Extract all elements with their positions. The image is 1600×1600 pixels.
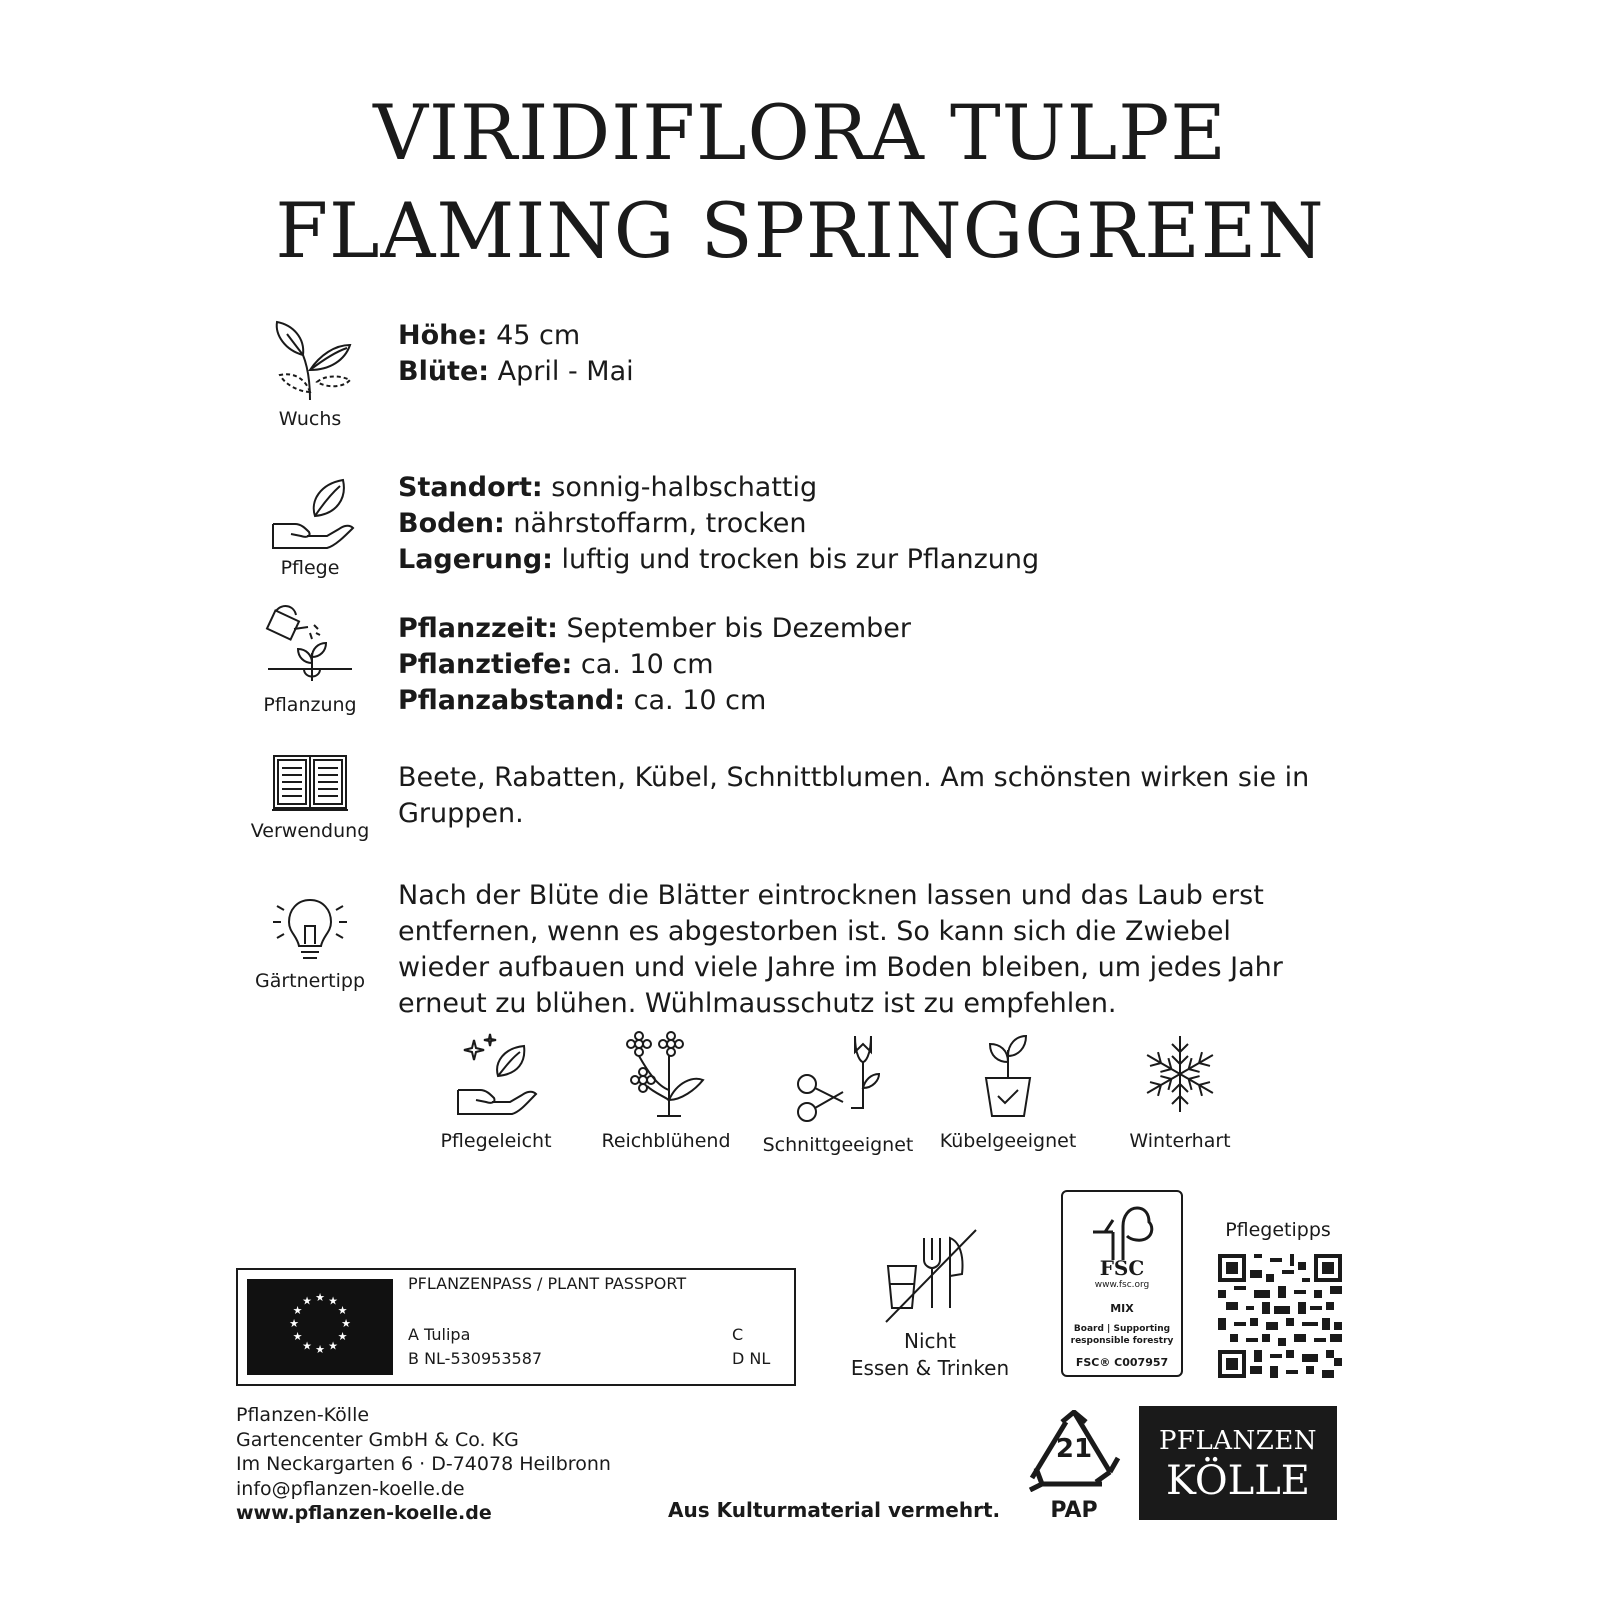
fsc-mix: MIX [1110, 1302, 1134, 1315]
svg-text:★: ★ [337, 1330, 348, 1343]
svg-text:★: ★ [292, 1330, 303, 1343]
feature-pflegeleicht [416, 1030, 576, 1152]
svg-text:★: ★ [289, 1317, 299, 1330]
svg-text:★: ★ [302, 1294, 312, 1308]
address-website[interactable]: www.pflanzen-koelle.de [236, 1502, 492, 1524]
info-key: Standort: [398, 472, 543, 503]
passport-d: D NL [732, 1349, 771, 1368]
hand-sparkle-leaf-icon [454, 1030, 538, 1118]
feature-label: Winterhart [1129, 1130, 1231, 1152]
section-icon-gaertnertipp [250, 894, 370, 992]
hand-leaf-icon [265, 476, 355, 551]
feature-label: Reichblühend [601, 1130, 731, 1152]
fsc-tree-icon [1087, 1202, 1157, 1264]
svg-text:★: ★ [315, 1343, 325, 1356]
no-eat-line-1: Nicht [903, 1329, 957, 1353]
passport-title: PFLANZENPASS / PLANT PASSPORT [408, 1274, 687, 1293]
svg-text:★: ★ [328, 1339, 338, 1353]
section-label-gaertnertipp: Gärtnertipp [254, 970, 366, 992]
info-value: nährstoffarm, trocken [504, 508, 807, 539]
eu-flag-icon [247, 1279, 393, 1375]
svg-text:★: ★ [292, 1304, 303, 1317]
info-value: 45 cm [487, 320, 581, 351]
info-key: Blüte: [398, 356, 490, 387]
recycling-number: 21 [1055, 1434, 1093, 1464]
passport-c: C [732, 1325, 744, 1344]
flowers-icon [623, 1030, 709, 1118]
feature-reichbluehend [586, 1030, 746, 1152]
info-value: ca. 10 cm [572, 649, 714, 680]
info-line-lagerung [398, 542, 1328, 578]
fsc-desc-2: responsible forestry [1070, 1336, 1174, 1346]
section-text-pflanzung [398, 611, 1328, 719]
info-value: sonnig-halbschattig [542, 472, 818, 503]
svg-text:★: ★ [337, 1304, 348, 1317]
fsc-code: FSC® C007957 [1075, 1356, 1169, 1369]
no-eat-drink-label [830, 1328, 1030, 1382]
info-key: Pflanzabstand: [398, 685, 626, 716]
info-key: Pflanztiefe: [398, 649, 573, 680]
section-icon-pflege [250, 476, 370, 579]
no-eat-drink-icon [884, 1226, 984, 1330]
info-key: Pflanzzeit: [398, 613, 558, 644]
section-icon-wuchs [250, 320, 370, 430]
svg-text:★: ★ [328, 1294, 338, 1308]
info-value: September bis Dezember [557, 613, 911, 644]
scissors-tulip-icon [793, 1030, 883, 1122]
lightbulb-icon [267, 894, 353, 964]
fsc-label [1061, 1190, 1183, 1377]
plant-growth-icon [265, 320, 355, 402]
watering-can-icon [264, 603, 356, 688]
info-key: Höhe: [398, 320, 488, 351]
fsc-url: www.fsc.org [1094, 1280, 1150, 1290]
section-label-pflanzung: Pflanzung [263, 694, 357, 716]
info-line-pflanzzeit [398, 611, 1328, 647]
logo-line-1: PFLANZEN [1158, 1426, 1318, 1456]
section-label-verwendung: Verwendung [250, 820, 370, 842]
fsc-desc-1: Board | Supporting [1073, 1324, 1171, 1334]
plant-passport [236, 1268, 796, 1386]
section-text-pflege [398, 470, 1328, 578]
info-key: Boden: [398, 508, 505, 539]
section-text-gaertnertipp: Nach der Blüte die Blätter eintrocknen lassen und das Laub erst entfernen, wenn es abgestorben ist. So kann sich die Zwiebel wieder aufbauen und viele Jahre im Boden bleiben, um jedes Jahr erneut zu blühen. Wühlmausschutz ist zu empfehlen. [398, 880, 1283, 1019]
recycling-code: PAP [1050, 1498, 1098, 1523]
svg-text:★: ★ [302, 1339, 312, 1353]
address-email[interactable]: info@pflanzen-koelle.de [236, 1477, 465, 1500]
feature-schnittgeeignet [758, 1030, 918, 1156]
info-line-pflanztiefe [398, 647, 1328, 683]
product-title-line-2: FLAMING SPRINGGREEN [275, 186, 1325, 275]
product-title-line-1: VIRIDIFLORA TULPE [373, 88, 1227, 177]
feature-kuebelgeeignet [928, 1030, 1088, 1152]
info-key: Lagerung: [398, 544, 553, 575]
feature-winterhart [1100, 1030, 1260, 1152]
kultur-note: Aus Kulturmaterial vermehrt. [668, 1498, 1001, 1522]
section-icon-pflanzung [250, 603, 370, 716]
feature-label: Pflegeleicht [440, 1130, 552, 1152]
fsc-brand: FSC [1099, 1256, 1145, 1280]
passport-a: A Tulipa [408, 1325, 471, 1344]
section-text-wuchs [398, 318, 1328, 390]
section-label-pflege: Pflege [280, 557, 340, 579]
recycling-symbol [1022, 1410, 1126, 1523]
logo-line-2: KÖLLE [1166, 1458, 1310, 1504]
qr-code[interactable] [1218, 1254, 1342, 1382]
company-address [236, 1403, 611, 1526]
info-value: April - Mai [489, 356, 634, 387]
info-line-hoehe [398, 318, 1328, 354]
address-line-1: Pflanzen-Kölle [236, 1404, 370, 1426]
pot-plant-icon [968, 1030, 1048, 1118]
svg-text:★: ★ [315, 1291, 325, 1304]
info-value: luftig und trocken bis zur Pflanzung [552, 544, 1040, 575]
info-line-boden [398, 506, 1328, 542]
brand-logo [1139, 1406, 1337, 1520]
passport-b: B NL-530953587 [408, 1349, 543, 1368]
svg-text:★: ★ [341, 1317, 351, 1330]
feature-label: Schnittgeeignet [762, 1134, 914, 1156]
info-line-standort [398, 470, 1328, 506]
snowflake-icon [1140, 1030, 1220, 1118]
open-book-icon [270, 752, 350, 814]
qr-label: Pflegetipps [1225, 1219, 1331, 1241]
address-line-2: Gartencenter GmbH & Co. KG [236, 1428, 519, 1451]
section-label-wuchs: Wuchs [278, 408, 342, 430]
info-line-bluete [398, 354, 1328, 390]
info-line-pflanzabstand [398, 683, 1328, 719]
no-eat-line-2: Essen & Trinken [850, 1356, 1010, 1380]
feature-label: Kübelgeeignet [939, 1130, 1077, 1152]
address-line-3: Im Neckargarten 6 · D-74078 Heilbronn [236, 1453, 611, 1475]
section-text-verwendung: Beete, Rabatten, Kübel, Schnittblumen. Am schönsten wirken sie in Gruppen. [398, 762, 1310, 829]
section-icon-verwendung [250, 752, 370, 842]
info-value: ca. 10 cm [625, 685, 767, 716]
